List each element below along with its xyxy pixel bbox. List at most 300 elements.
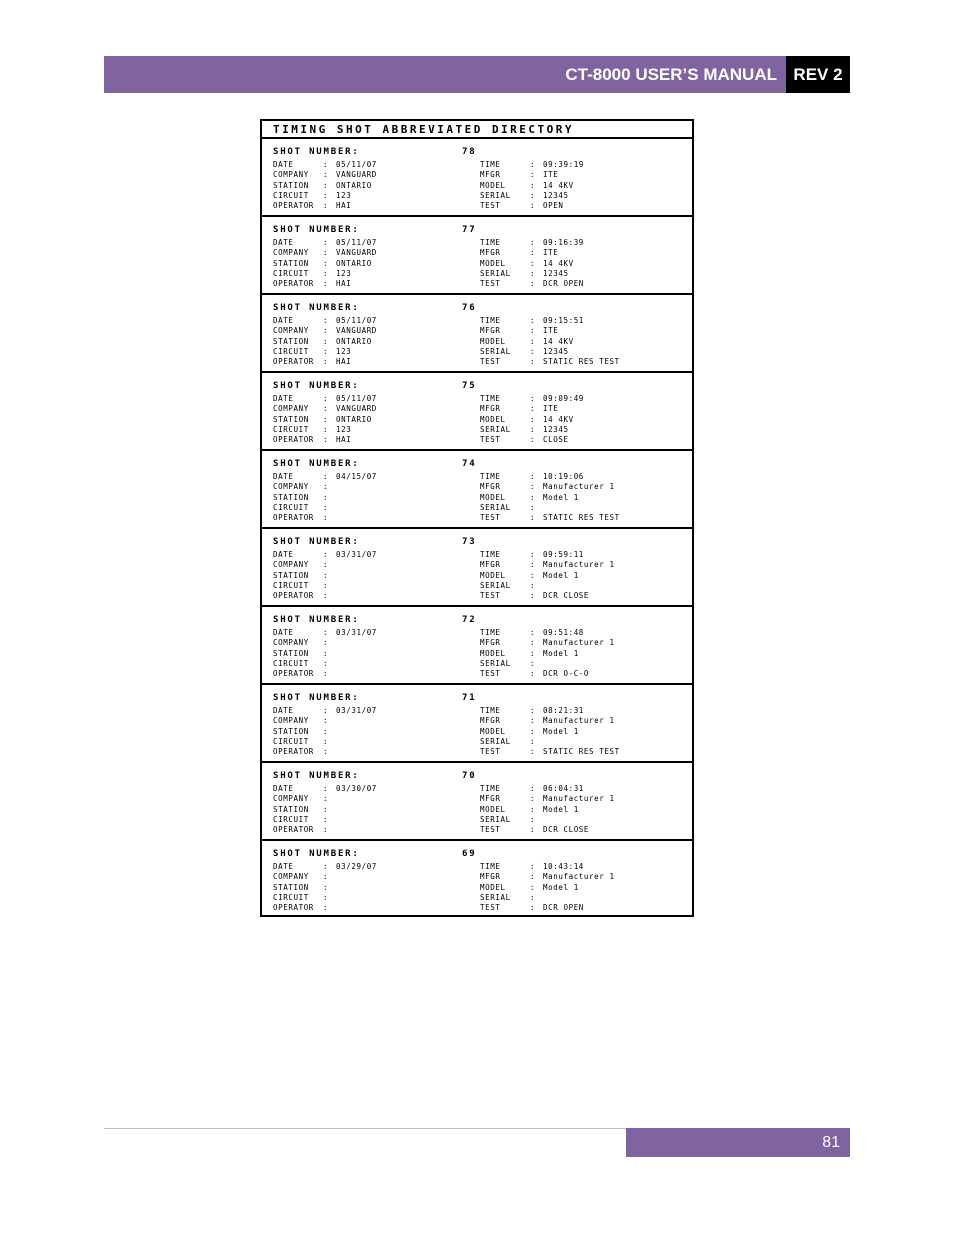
field-separator: : [530, 882, 536, 892]
field-separator: : [530, 669, 536, 679]
field-separator: : [323, 903, 329, 913]
field-value-serial: 12345 [543, 346, 569, 356]
field-label-time: TIME [480, 784, 501, 793]
shot-number-label: SHOT NUMBER: [273, 849, 360, 859]
field-separator: : [323, 492, 329, 502]
field-label-test: TEST [480, 825, 501, 835]
field-separator: : [530, 726, 536, 736]
field-label-time: TIME [480, 394, 501, 403]
field-label-date: DATE [273, 628, 294, 637]
field-label-company: COMPANY [273, 638, 309, 648]
field-value-test: DCR OPEN [543, 279, 584, 289]
shot-number-value: 72 [462, 615, 477, 625]
field-separator: : [323, 669, 329, 679]
field-label-circuit: CIRCUIT [273, 346, 309, 356]
shot-record [262, 841, 692, 917]
field-separator: : [530, 160, 536, 169]
field-value-model: Model 1 [543, 492, 579, 502]
field-label-date: DATE [273, 472, 294, 481]
field-separator: : [323, 794, 329, 804]
field-label-date: DATE [273, 394, 294, 403]
field-value-operator: HAI [336, 279, 352, 289]
field-label-serial: SERIAL [480, 190, 511, 200]
field-label-model: MODEL [480, 726, 506, 736]
field-separator: : [323, 716, 329, 726]
field-value-mfgr: Manufacturer 1 [543, 872, 615, 882]
field-separator: : [323, 170, 329, 180]
field-value-model: 14 4KV [543, 414, 574, 424]
field-label-time: TIME [480, 160, 501, 169]
field-label-serial: SERIAL [480, 268, 511, 278]
field-label-test: TEST [480, 357, 501, 367]
field-separator: : [323, 550, 329, 559]
field-value-date: 03/29/07 [336, 862, 377, 871]
shot-number-line [273, 849, 477, 859]
shot-number-value: 70 [462, 771, 477, 781]
field-value-date: 03/30/07 [336, 784, 377, 793]
field-label-mfgr: MFGR [480, 638, 501, 648]
field-separator: : [530, 658, 536, 668]
field-value-test: DCR O-C-O [543, 669, 590, 679]
field-separator: : [323, 882, 329, 892]
field-separator: : [323, 258, 329, 268]
field-separator: : [323, 591, 329, 601]
field-label-mfgr: MFGR [480, 794, 501, 804]
field-value-station: ONTARIO [336, 336, 372, 346]
field-value-model: Model 1 [543, 804, 579, 814]
shot-number-line [273, 147, 477, 157]
field-label-company: COMPANY [273, 872, 309, 882]
field-value-test: STATIC RES TEST [543, 747, 620, 757]
field-separator: : [530, 326, 536, 336]
field-label-mfgr: MFGR [480, 872, 501, 882]
field-value-mfgr: Manufacturer 1 [543, 716, 615, 726]
field-separator: : [530, 706, 536, 715]
field-label-model: MODEL [480, 336, 506, 346]
field-value-mfgr: ITE [543, 404, 559, 414]
field-separator: : [530, 414, 536, 424]
field-label-circuit: CIRCUIT [273, 580, 309, 590]
field-label-serial: SERIAL [480, 346, 511, 356]
field-separator: : [530, 513, 536, 523]
field-separator: : [530, 736, 536, 746]
field-separator: : [323, 160, 329, 169]
shot-number-line [273, 303, 477, 313]
field-label-station: STATION [273, 258, 309, 268]
field-label-model: MODEL [480, 570, 506, 580]
field-label-model: MODEL [480, 414, 506, 424]
field-label-station: STATION [273, 726, 309, 736]
field-label-test: TEST [480, 903, 501, 913]
field-label-company: COMPANY [273, 248, 309, 258]
field-value-model: Model 1 [543, 882, 579, 892]
field-label-model: MODEL [480, 180, 506, 190]
field-label-serial: SERIAL [480, 814, 511, 824]
field-label-test: TEST [480, 279, 501, 289]
field-label-circuit: CIRCUIT [273, 736, 309, 746]
footer-divider [104, 1128, 626, 1129]
field-value-circuit: 123 [336, 424, 352, 434]
field-separator: : [323, 357, 329, 367]
field-label-model: MODEL [480, 258, 506, 268]
field-label-date: DATE [273, 784, 294, 793]
field-separator: : [323, 736, 329, 746]
field-separator: : [530, 190, 536, 200]
field-separator: : [530, 424, 536, 434]
shot-number-line [273, 537, 477, 547]
field-separator: : [530, 825, 536, 835]
field-label-serial: SERIAL [480, 424, 511, 434]
field-separator: : [530, 248, 536, 258]
field-value-mfgr: ITE [543, 248, 559, 258]
field-value-station: ONTARIO [336, 414, 372, 424]
field-separator: : [323, 872, 329, 882]
field-label-date: DATE [273, 550, 294, 559]
field-separator: : [530, 903, 536, 913]
field-separator: : [323, 804, 329, 814]
field-label-station: STATION [273, 336, 309, 346]
field-label-serial: SERIAL [480, 658, 511, 668]
field-separator: : [323, 726, 329, 736]
field-separator: : [323, 326, 329, 336]
field-label-test: TEST [480, 201, 501, 211]
field-separator: : [530, 482, 536, 492]
field-label-circuit: CIRCUIT [273, 658, 309, 668]
field-value-mfgr: Manufacturer 1 [543, 482, 615, 492]
shot-record [262, 373, 692, 451]
field-value-mfgr: ITE [543, 326, 559, 336]
shot-number-value: 76 [462, 303, 477, 313]
field-separator: : [530, 872, 536, 882]
field-value-date: 05/11/07 [336, 394, 377, 403]
printout-title: TIMING SHOT ABBREVIATED DIRECTORY [262, 121, 692, 139]
field-separator: : [530, 784, 536, 793]
field-label-operator: OPERATOR [273, 825, 314, 835]
field-separator: : [323, 814, 329, 824]
field-label-station: STATION [273, 570, 309, 580]
field-value-test: OPEN [543, 201, 564, 211]
shot-number-label: SHOT NUMBER: [273, 771, 360, 781]
header-bar [104, 56, 786, 93]
shot-records-list [262, 139, 692, 917]
field-separator: : [323, 747, 329, 757]
field-label-circuit: CIRCUIT [273, 502, 309, 512]
field-separator: : [530, 357, 536, 367]
field-label-mfgr: MFGR [480, 560, 501, 570]
field-label-operator: OPERATOR [273, 747, 314, 757]
field-separator: : [530, 404, 536, 414]
field-value-test: DCR CLOSE [543, 825, 590, 835]
field-separator: : [323, 513, 329, 523]
field-separator: : [530, 180, 536, 190]
field-value-mfgr: Manufacturer 1 [543, 638, 615, 648]
shot-number-label: SHOT NUMBER: [273, 225, 360, 235]
field-separator: : [323, 316, 329, 325]
field-label-time: TIME [480, 628, 501, 637]
field-separator: : [323, 560, 329, 570]
shot-number-value: 69 [462, 849, 477, 859]
field-separator: : [323, 190, 329, 200]
field-separator: : [530, 638, 536, 648]
field-separator: : [530, 580, 536, 590]
shot-number-label: SHOT NUMBER: [273, 693, 360, 703]
field-label-operator: OPERATOR [273, 513, 314, 523]
shot-number-line [273, 615, 477, 625]
field-label-test: TEST [480, 669, 501, 679]
field-value-serial: 12345 [543, 424, 569, 434]
shot-record [262, 607, 692, 685]
shot-number-label: SHOT NUMBER: [273, 303, 360, 313]
field-separator: : [323, 638, 329, 648]
shot-number-value: 77 [462, 225, 477, 235]
field-separator: : [530, 394, 536, 403]
field-value-company: VANGUARD [336, 326, 377, 336]
shot-number-label: SHOT NUMBER: [273, 615, 360, 625]
shot-number-label: SHOT NUMBER: [273, 147, 360, 157]
field-label-station: STATION [273, 648, 309, 658]
shot-number-value: 78 [462, 147, 477, 157]
field-label-operator: OPERATOR [273, 279, 314, 289]
field-label-operator: OPERATOR [273, 669, 314, 679]
field-value-mfgr: Manufacturer 1 [543, 794, 615, 804]
field-value-time: 10:19:06 [543, 472, 584, 481]
field-label-company: COMPANY [273, 170, 309, 180]
field-label-company: COMPANY [273, 716, 309, 726]
field-label-station: STATION [273, 804, 309, 814]
field-value-date: 04/15/07 [336, 472, 377, 481]
field-separator: : [530, 316, 536, 325]
field-separator: : [323, 424, 329, 434]
field-value-model: 14 4KV [543, 336, 574, 346]
field-label-circuit: CIRCUIT [273, 268, 309, 278]
field-value-mfgr: ITE [543, 170, 559, 180]
field-separator: : [530, 814, 536, 824]
field-value-date: 05/11/07 [336, 160, 377, 169]
field-label-mfgr: MFGR [480, 326, 501, 336]
field-value-test: STATIC RES TEST [543, 357, 620, 367]
shot-number-value: 73 [462, 537, 477, 547]
shot-record [262, 685, 692, 763]
field-value-model: Model 1 [543, 726, 579, 736]
field-separator: : [323, 862, 329, 871]
field-label-station: STATION [273, 180, 309, 190]
shot-number-value: 75 [462, 381, 477, 391]
field-separator: : [530, 279, 536, 289]
field-value-circuit: 123 [336, 190, 352, 200]
field-label-operator: OPERATOR [273, 435, 314, 445]
field-label-company: COMPANY [273, 404, 309, 414]
field-value-date: 05/11/07 [336, 238, 377, 247]
field-value-time: 09:59:11 [543, 550, 584, 559]
field-separator: : [323, 180, 329, 190]
field-label-mfgr: MFGR [480, 248, 501, 258]
field-separator: : [323, 404, 329, 414]
field-label-time: TIME [480, 472, 501, 481]
field-separator: : [323, 892, 329, 902]
shot-number-label: SHOT NUMBER: [273, 459, 360, 469]
field-label-operator: OPERATOR [273, 903, 314, 913]
field-label-serial: SERIAL [480, 502, 511, 512]
field-label-company: COMPANY [273, 326, 309, 336]
field-label-model: MODEL [480, 492, 506, 502]
field-value-company: VANGUARD [336, 404, 377, 414]
field-value-test: CLOSE [543, 435, 569, 445]
shot-number-line [273, 693, 477, 703]
shot-record [262, 139, 692, 217]
field-label-time: TIME [480, 550, 501, 559]
field-separator: : [530, 716, 536, 726]
field-label-circuit: CIRCUIT [273, 814, 309, 824]
field-separator: : [323, 346, 329, 356]
shot-number-line [273, 225, 477, 235]
field-value-time: 10:43:14 [543, 862, 584, 871]
field-label-serial: SERIAL [480, 736, 511, 746]
shot-record [262, 451, 692, 529]
field-value-time: 08:21:31 [543, 706, 584, 715]
page-number-box [626, 1128, 850, 1157]
shot-number-line [273, 771, 477, 781]
field-separator: : [530, 502, 536, 512]
field-value-date: 03/31/07 [336, 628, 377, 637]
field-separator: : [530, 648, 536, 658]
field-label-circuit: CIRCUIT [273, 190, 309, 200]
field-separator: : [323, 472, 329, 481]
field-label-serial: SERIAL [480, 580, 511, 590]
field-value-circuit: 123 [336, 268, 352, 278]
field-value-company: VANGUARD [336, 248, 377, 258]
field-label-station: STATION [273, 492, 309, 502]
field-value-date: 03/31/07 [336, 706, 377, 715]
field-separator: : [530, 472, 536, 481]
field-label-time: TIME [480, 706, 501, 715]
field-value-time: 09:15:51 [543, 316, 584, 325]
field-label-test: TEST [480, 513, 501, 523]
field-separator: : [323, 706, 329, 715]
field-label-mfgr: MFGR [480, 404, 501, 414]
field-separator: : [530, 591, 536, 601]
field-label-mfgr: MFGR [480, 170, 501, 180]
field-separator: : [530, 258, 536, 268]
field-separator: : [530, 170, 536, 180]
field-value-model: Model 1 [543, 570, 579, 580]
field-separator: : [530, 747, 536, 757]
field-value-operator: HAI [336, 357, 352, 367]
field-value-time: 09:39:19 [543, 160, 584, 169]
page-number: 81 [822, 1133, 840, 1151]
field-separator: : [530, 794, 536, 804]
field-separator: : [323, 279, 329, 289]
field-value-time: 09:16:39 [543, 238, 584, 247]
shot-number-label: SHOT NUMBER: [273, 381, 360, 391]
field-label-company: COMPANY [273, 560, 309, 570]
field-separator: : [323, 570, 329, 580]
field-separator: : [530, 201, 536, 211]
field-separator: : [323, 336, 329, 346]
field-value-test: DCR OPEN [543, 903, 584, 913]
field-label-circuit: CIRCUIT [273, 892, 309, 902]
field-label-serial: SERIAL [480, 892, 511, 902]
field-separator: : [530, 892, 536, 902]
shot-number-label: SHOT NUMBER: [273, 537, 360, 547]
field-separator: : [530, 346, 536, 356]
field-value-test: STATIC RES TEST [543, 513, 620, 523]
field-label-company: COMPANY [273, 482, 309, 492]
field-separator: : [530, 238, 536, 247]
field-label-station: STATION [273, 414, 309, 424]
field-separator: : [323, 658, 329, 668]
field-label-test: TEST [480, 591, 501, 601]
shot-number-line [273, 459, 477, 469]
field-label-date: DATE [273, 160, 294, 169]
manual-title: CT-8000 USER’S MANUAL [565, 64, 777, 84]
field-label-mfgr: MFGR [480, 482, 501, 492]
field-label-time: TIME [480, 238, 501, 247]
field-separator: : [323, 414, 329, 424]
field-label-company: COMPANY [273, 794, 309, 804]
revision-label: REV 2 [793, 64, 843, 84]
field-value-time: 06:04:31 [543, 784, 584, 793]
field-value-time: 09:09:49 [543, 394, 584, 403]
field-separator: : [530, 435, 536, 445]
field-value-model: 14 4KV [543, 180, 574, 190]
field-separator: : [323, 628, 329, 637]
field-separator: : [323, 435, 329, 445]
field-label-date: DATE [273, 706, 294, 715]
field-label-time: TIME [480, 862, 501, 871]
field-label-date: DATE [273, 238, 294, 247]
field-separator: : [323, 394, 329, 403]
field-label-operator: OPERATOR [273, 201, 314, 211]
shot-record [262, 217, 692, 295]
field-value-mfgr: Manufacturer 1 [543, 560, 615, 570]
field-separator: : [323, 238, 329, 247]
field-label-test: TEST [480, 435, 501, 445]
field-value-serial: 12345 [543, 190, 569, 200]
field-separator: : [530, 560, 536, 570]
shot-record [262, 295, 692, 373]
shot-number-value: 71 [462, 693, 477, 703]
field-value-operator: HAI [336, 201, 352, 211]
field-value-circuit: 123 [336, 346, 352, 356]
field-separator: : [530, 862, 536, 871]
field-separator: : [323, 502, 329, 512]
field-label-model: MODEL [480, 804, 506, 814]
timing-shot-directory-printout [260, 119, 694, 917]
field-label-date: DATE [273, 316, 294, 325]
field-separator: : [323, 268, 329, 278]
field-value-operator: HAI [336, 435, 352, 445]
field-label-model: MODEL [480, 882, 506, 892]
field-value-company: VANGUARD [336, 170, 377, 180]
field-label-date: DATE [273, 862, 294, 871]
field-value-model: 14 4KV [543, 258, 574, 268]
shot-number-value: 74 [462, 459, 477, 469]
field-label-station: STATION [273, 882, 309, 892]
shot-record [262, 529, 692, 607]
field-label-circuit: CIRCUIT [273, 424, 309, 434]
shot-record [262, 763, 692, 841]
field-separator: : [323, 248, 329, 258]
shot-number-line [273, 381, 477, 391]
field-value-station: ONTARIO [336, 180, 372, 190]
field-label-time: TIME [480, 316, 501, 325]
field-value-date: 05/11/07 [336, 316, 377, 325]
field-separator: : [530, 550, 536, 559]
field-separator: : [530, 804, 536, 814]
field-separator: : [530, 492, 536, 502]
field-label-mfgr: MFGR [480, 716, 501, 726]
field-separator: : [530, 628, 536, 637]
